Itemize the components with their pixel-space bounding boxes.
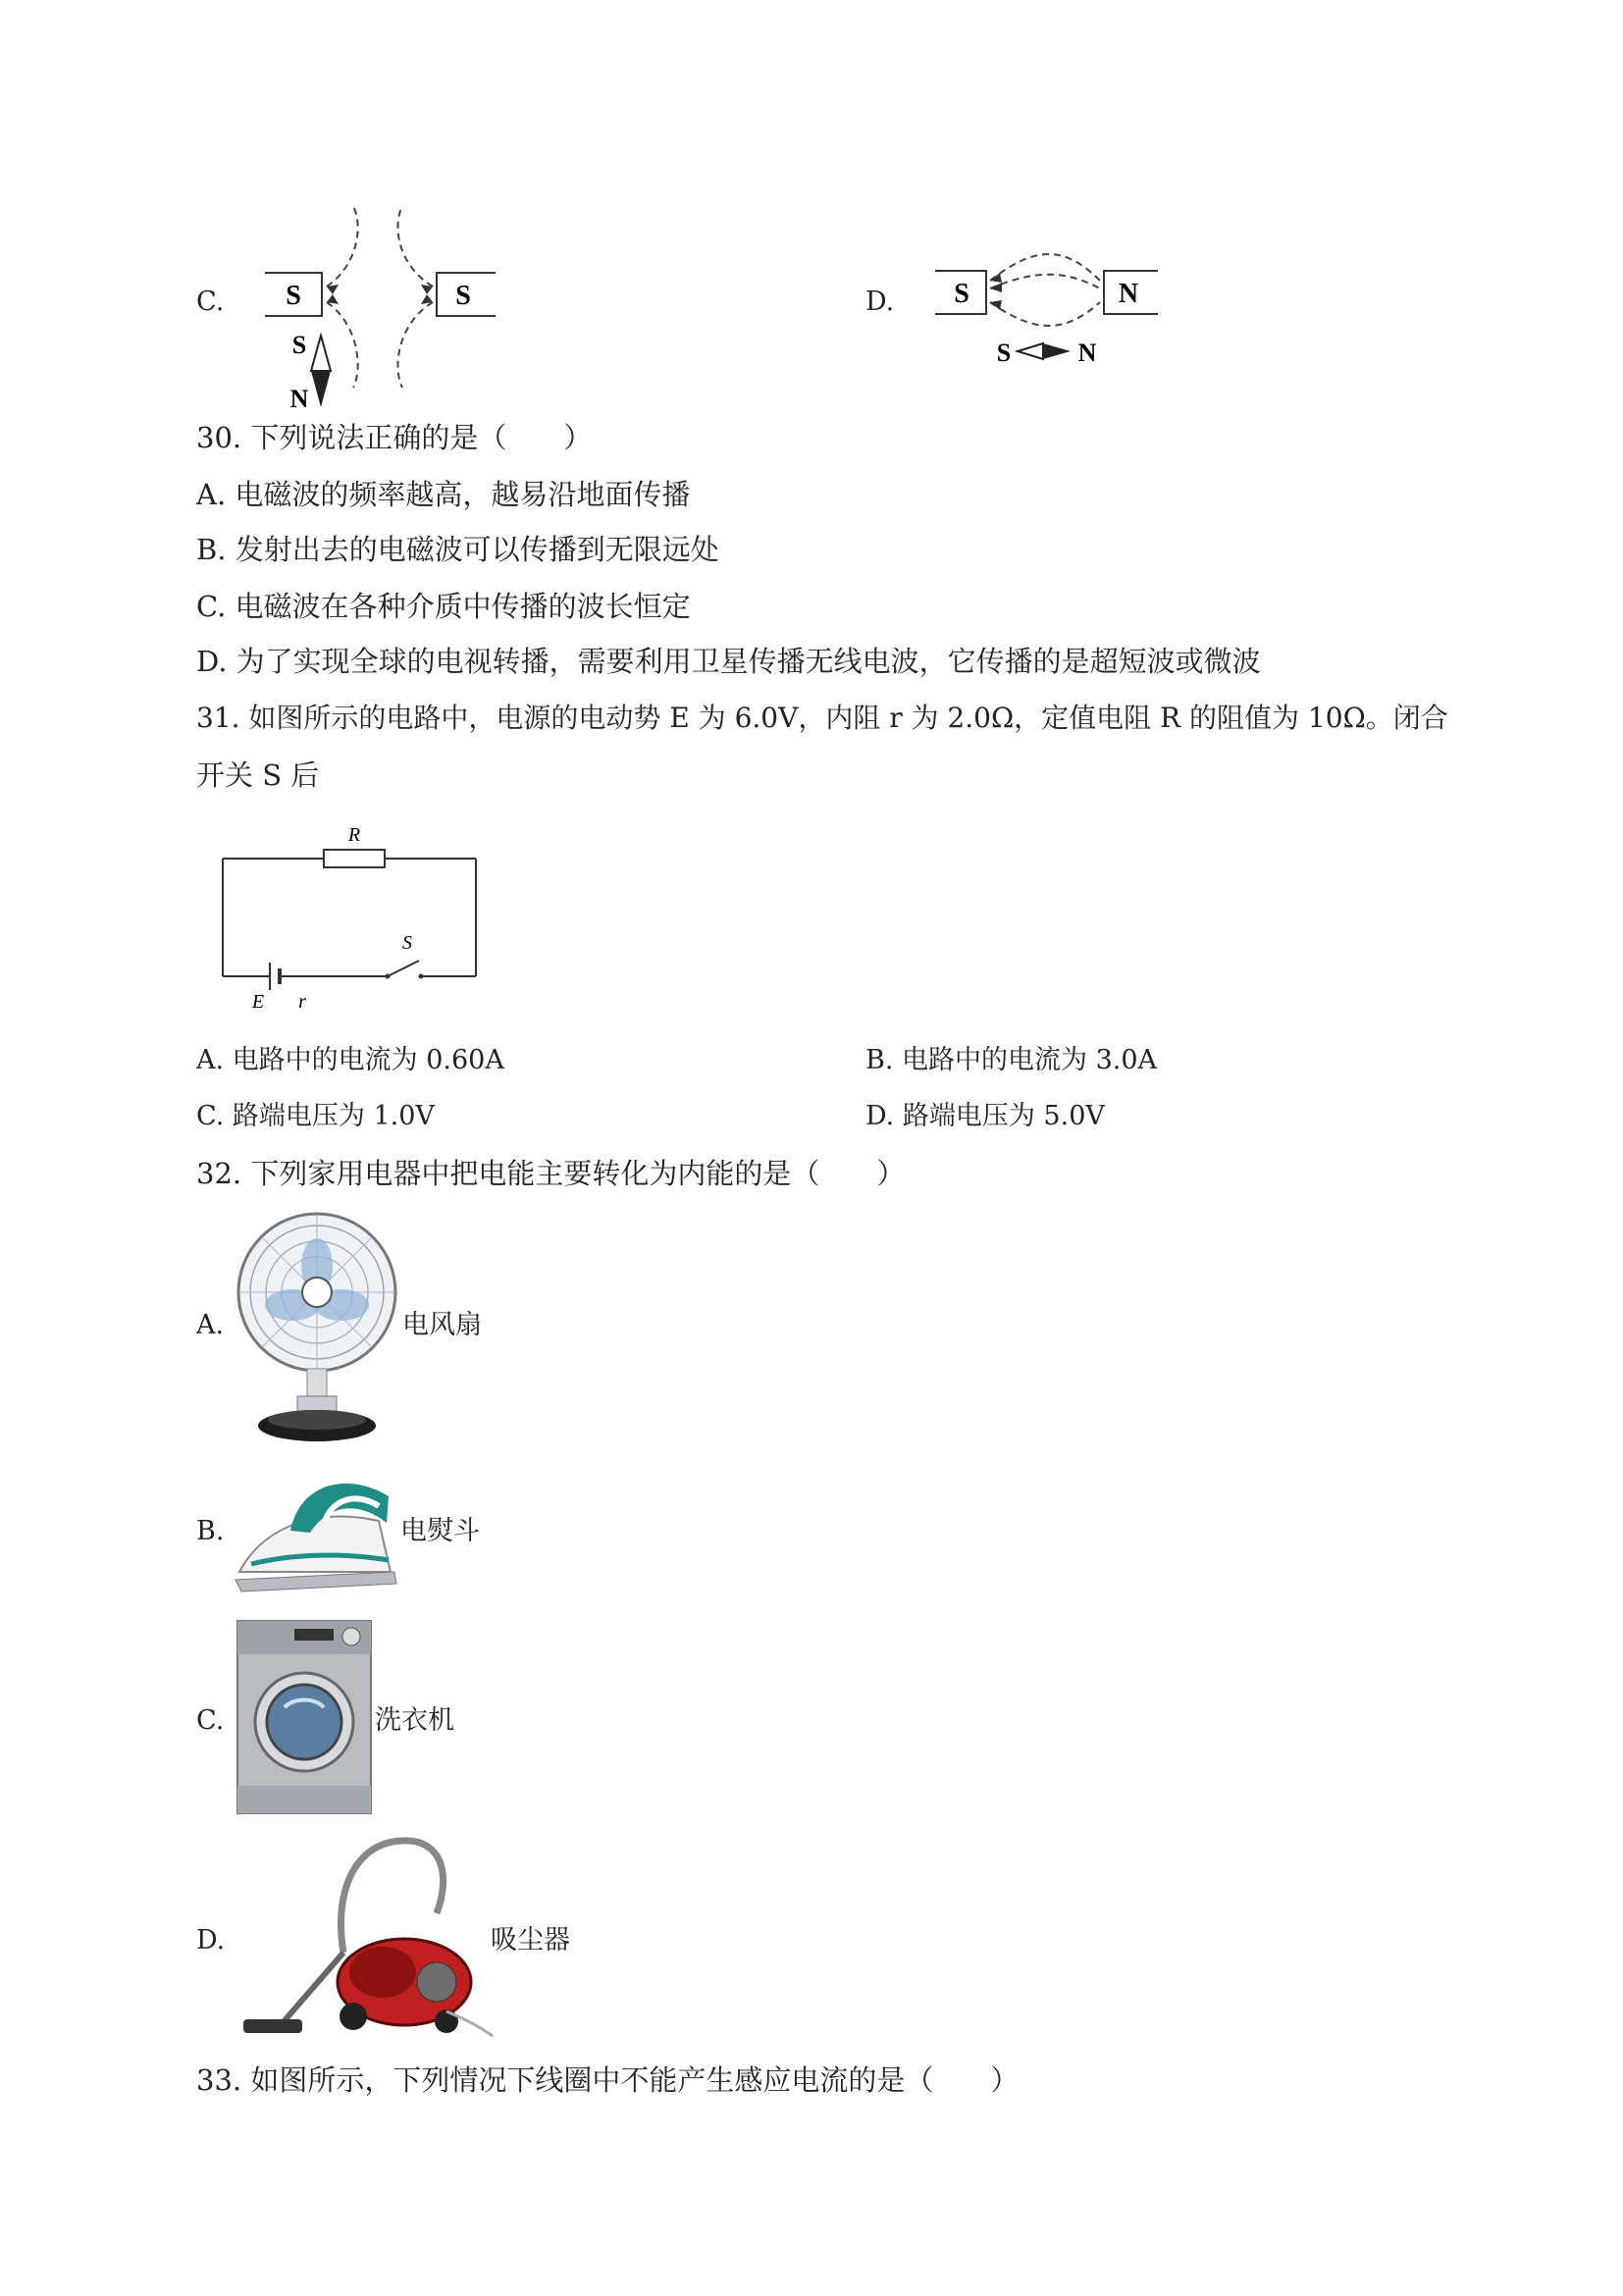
q31-switch-label: S xyxy=(402,932,412,954)
q31-emf-label: E xyxy=(251,991,265,1013)
q32-option-b-label: B. xyxy=(196,1516,225,1546)
q31-internal-r-label: r xyxy=(298,991,306,1013)
q32-option-b-name: 电熨斗 xyxy=(400,1516,480,1546)
q30-stem: 30. 下列说法正确的是（ ） xyxy=(196,421,593,454)
q32-option-a-name: 电风扇 xyxy=(402,1310,482,1340)
q31-option-b: B. 电路中的电流为 3.0A xyxy=(865,1045,1158,1075)
q31-resistor xyxy=(324,850,385,867)
q33-stem: 33. 如图所示，下列情况下线圈中不能产生感应电流的是（ ） xyxy=(196,2063,1020,2097)
q29-d-magnet-left: S xyxy=(954,279,969,309)
q29-c-magnet-right: S xyxy=(455,281,471,311)
q30-option-b: B. 发射出去的电磁波可以传播到无限远处 xyxy=(196,533,719,566)
q31-option-a: A. 电路中的电流为 0.60A xyxy=(196,1045,504,1075)
q32-option-d-name: 吸尘器 xyxy=(491,1925,570,1956)
q30-option-c: C. 电磁波在各种介质中传播的波长恒定 xyxy=(196,590,691,623)
washing-machine-image xyxy=(236,1619,373,1815)
q30-option-d: D. 为了实现全球的电视转播，需要利用卫星传播无线电波，它传播的是超短波或微波 xyxy=(196,645,1261,678)
q29-option-d-label: D. xyxy=(865,287,895,317)
q31-option-d: D. 路端电压为 5.0V xyxy=(865,1101,1105,1131)
q32-option-d-label: D. xyxy=(196,1925,226,1956)
q29-option-c-label: C. xyxy=(196,287,225,317)
q31-circuit-diagram xyxy=(211,819,486,1016)
vacuum-cleaner-image xyxy=(236,1835,496,2041)
q29-c-magnet-left: S xyxy=(286,281,301,311)
q29-d-needle-right: N xyxy=(1077,339,1097,367)
q32-option-a-label: A. xyxy=(196,1310,225,1340)
q30-option-a: A. 电磁波的频率越高，越易沿地面传播 xyxy=(196,478,691,511)
q31-stem-line2: 开关 S 后 xyxy=(196,758,320,792)
q32-option-c-name: 洗衣机 xyxy=(375,1705,454,1736)
q29-d-needle-left: S xyxy=(996,339,1012,367)
q29-d-magnet-right: N xyxy=(1118,279,1139,309)
q31-switch xyxy=(388,961,419,976)
q31-resistor-label: R xyxy=(347,824,361,846)
q29-c-needle-bottom: N xyxy=(289,385,309,412)
q31-option-c: C. 路端电压为 1.0V xyxy=(196,1101,435,1131)
q29-option-d-figure xyxy=(927,245,1163,373)
q32-stem: 32. 下列家用电器中把电能主要转化为内能的是（ ） xyxy=(196,1157,906,1190)
electric-fan-image xyxy=(234,1212,400,1447)
q29-c-needle-top: S xyxy=(291,331,307,359)
electric-iron-image xyxy=(232,1462,403,1599)
q32-option-c-label: C. xyxy=(196,1705,225,1736)
q29-option-c-figure xyxy=(250,206,505,412)
q31-stem-line1: 31. 如图所示的电路中，电源的电动势 E 为 6.0V，内阻 r 为 2.0Ω，定值电阻 R 的阻值为 10Ω。闭合 xyxy=(196,702,1448,734)
